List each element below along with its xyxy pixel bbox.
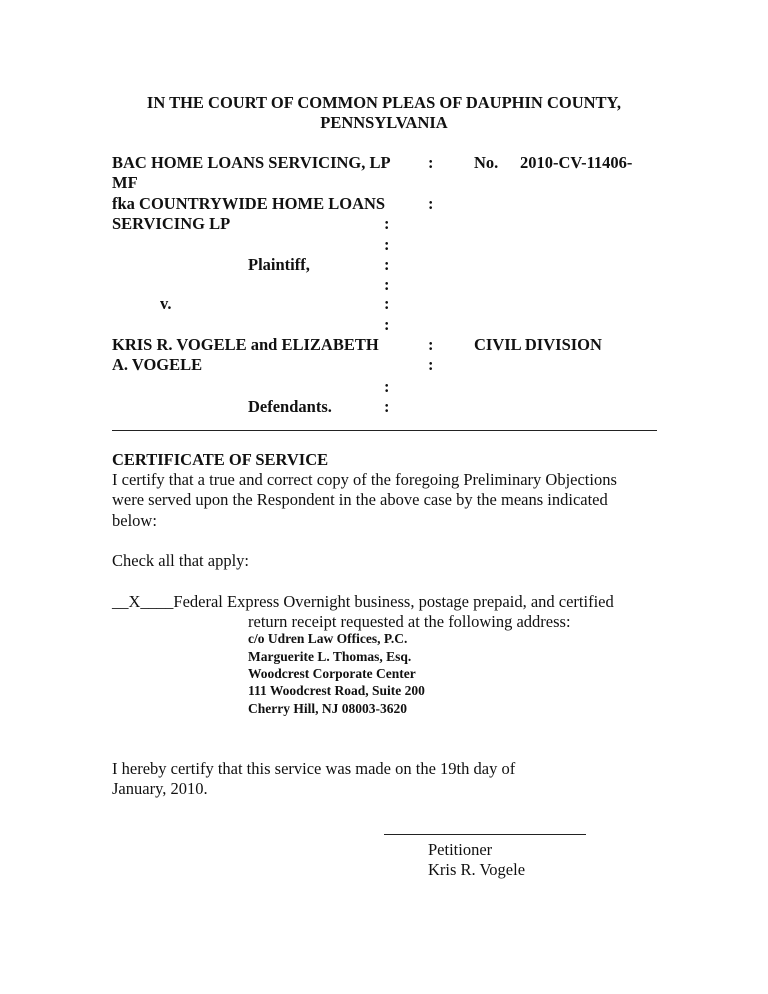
certificate-body-line3: below: <box>112 511 157 530</box>
division-label: CIVIL DIVISION <box>474 335 602 354</box>
defendants-role: Defendants. <box>248 397 332 416</box>
signature-name: Kris R. Vogele <box>428 860 526 879</box>
separator-colon: : <box>428 194 434 213</box>
separator-colon: : <box>384 294 390 313</box>
defendants-name-line1: KRIS R. VOGELE and ELIZABETH <box>112 335 379 354</box>
separator-colon: : <box>384 315 390 334</box>
case-number-value: 2010-CV-11406- <box>520 153 633 172</box>
separator-colon: : <box>428 335 434 354</box>
plaintiff-name-line4: SERVICING LP <box>112 214 231 233</box>
certification-line2: January, 2010. <box>112 779 208 798</box>
check-all-label: Check all that apply: <box>112 551 250 570</box>
separator-colon: : <box>384 214 390 233</box>
separator-colon: : <box>384 255 390 274</box>
plaintiff-name-line1: BAC HOME LOANS SERVICING, LP <box>112 153 391 172</box>
separator-colon: : <box>428 153 434 172</box>
address-line: 111 Woodcrest Road, Suite 200 <box>248 683 425 698</box>
certificate-heading: CERTIFICATE OF SERVICE <box>112 450 329 469</box>
separator-colon: : <box>384 235 390 254</box>
service-method-line2: return receipt requested at the following address: <box>248 612 571 631</box>
separator-colon: : <box>384 377 390 396</box>
caption-divider <box>112 430 657 431</box>
certification-line1: I hereby certify that this service was made on the 19th day of <box>112 759 516 778</box>
versus-label: v. <box>160 294 172 313</box>
address-line: Marguerite L. Thomas, Esq. <box>248 649 412 664</box>
certificate-body-line2: were served upon the Respondent in the above case by the means indicated <box>112 490 608 509</box>
separator-colon: : <box>384 397 390 416</box>
separator-colon: : <box>384 275 390 294</box>
plaintiff-name-line3: fka COUNTRYWIDE HOME LOANS <box>112 194 386 213</box>
court-heading-line2: PENNSYLVANIA <box>320 113 448 132</box>
plaintiff-role: Plaintiff, <box>248 255 310 274</box>
court-heading-line1: IN THE COURT OF COMMON PLEAS OF DAUPHIN COUNTY, <box>146 93 622 112</box>
address-line: c/o Udren Law Offices, P.C. <box>248 631 408 646</box>
separator-colon: : <box>428 355 434 374</box>
service-method-line1: __X____Federal Express Overnight business, postage prepaid, and certified <box>112 592 614 611</box>
defendants-name-line2: A. VOGELE <box>112 355 203 374</box>
case-number-label: No. <box>474 153 499 172</box>
address-line: Cherry Hill, NJ 08003-3620 <box>248 701 407 716</box>
plaintiff-name-line2: MF <box>112 173 138 192</box>
certificate-body-line1: I certify that a true and correct copy of the foregoing Preliminary Objections <box>112 470 617 489</box>
address-line: Woodcrest Corporate Center <box>248 666 416 681</box>
signature-role: Petitioner <box>428 840 493 859</box>
signature-line <box>384 834 586 835</box>
